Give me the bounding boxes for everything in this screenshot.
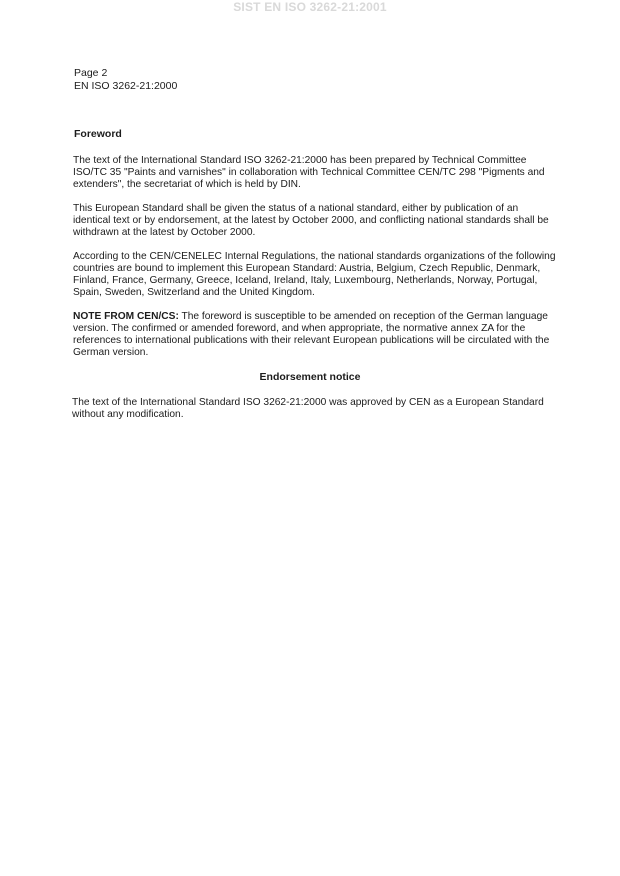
foreword-paragraph-1: The text of the International Standard ISO 3262-21:2000 has been prepared by Technical Committee ISO/TC 35 "Paints and varnishes" in collaboration with Technical Committee CEN/TC 298 "Pigments and extenders", the secretariat of which is held by DIN. xyxy=(73,155,545,190)
foreword-paragraph-2: This European Standard shall be given the status of a national standard, either by publication of an identical text or by endorsement, at the latest by October 2000, and conflicting national standards shall be withdrawn at the latest by October 2000. xyxy=(73,203,549,238)
foreword-heading: Foreword xyxy=(74,128,122,140)
note-label: NOTE FROM CEN/CS: xyxy=(73,311,179,322)
note-paragraph xyxy=(73,311,558,359)
endorsement-paragraph: The text of the International Standard ISO 3262-21:2000 was approved by CEN as a European Standard without any modification. xyxy=(72,397,544,420)
foreword-paragraph-3: According to the CEN/CENELEC Internal Regulations, the national standards organizations of the following countries are bound to implement this European Standard: Austria, Belgium, Czech Republic, Denmark, Finland, France, Germany, Greece, Iceland, Ireland, Italy, Luxembourg, Netherlands, Norway, Portugal, Spain, Sweden, Switzerland and the United Kingdom. xyxy=(73,251,556,298)
note-text: The foreword is susceptible to be amended on reception of the German language version. The confirmed or amended foreword, and when appropriate, the normative annex ZA for the references to international publications with their relevant European publications will be circulated with the German version. xyxy=(73,311,550,358)
page-header xyxy=(74,67,177,92)
page-number: Page 2 xyxy=(74,67,108,79)
endorsement-heading: Endorsement notice xyxy=(259,371,361,383)
watermark: SIST EN ISO 3262-21:2001 xyxy=(233,0,387,14)
standard-id: EN ISO 3262-21:2000 xyxy=(74,79,178,92)
